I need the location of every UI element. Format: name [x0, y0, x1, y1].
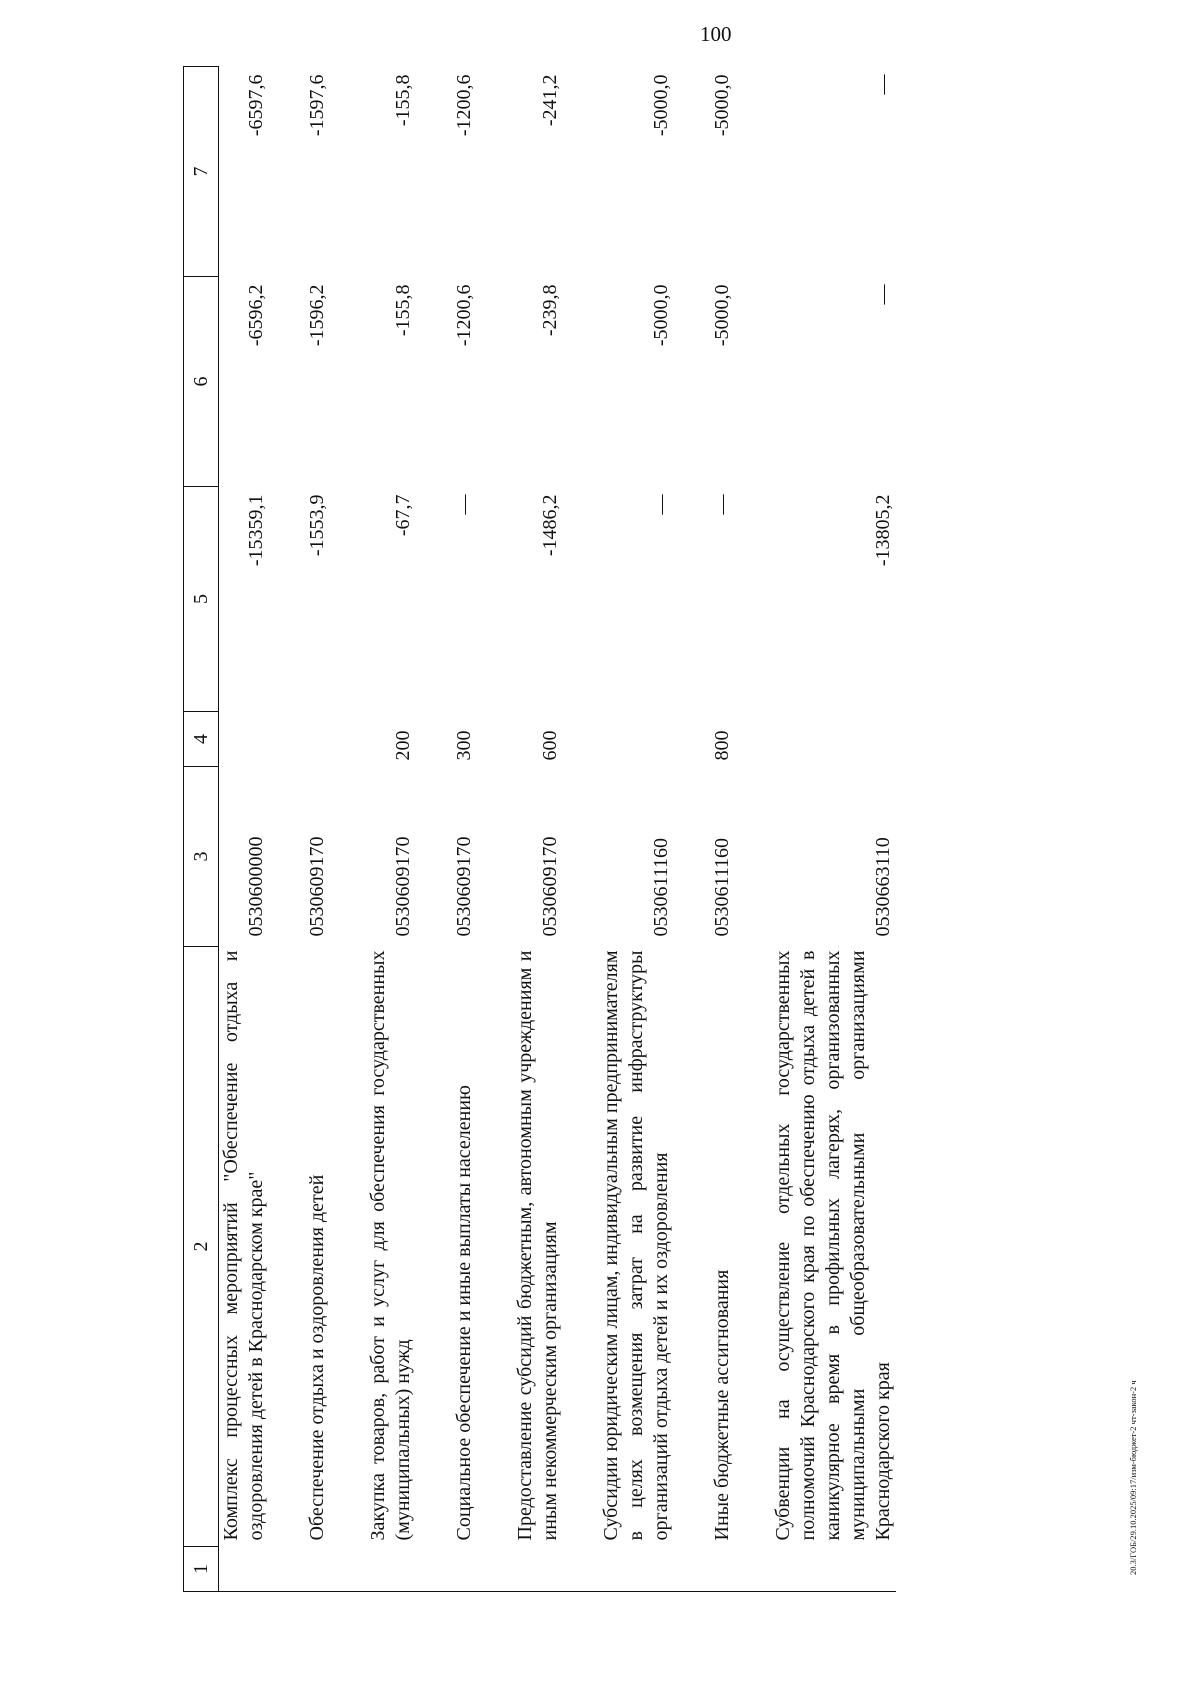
row-number-cell	[771, 1547, 896, 1592]
row-amount-col7: -6597,6	[245, 74, 267, 137]
row-amount-col5: -67,7	[392, 494, 414, 537]
row-name: Закупка товаров, работ и услуг для обеспечения государственных (муниципальных) нужд	[367, 950, 414, 1541]
header-col-2: 2	[184, 947, 219, 1547]
row-number-cell	[599, 1547, 674, 1592]
row-amount-col6: -1200,6	[453, 284, 475, 347]
row-target-code: 0530600000	[245, 836, 267, 937]
row-target-code: 0530609170	[306, 836, 328, 937]
row-name: Социальное обеспечение и иные выплаты населению	[453, 1085, 475, 1541]
header-col-4: 4	[184, 712, 219, 767]
row-amount-col7: -241,2	[539, 74, 561, 127]
table-row	[305, 67, 330, 1592]
row-number-cell	[513, 1547, 563, 1592]
table-row	[219, 67, 270, 1592]
row-amount-col6: -239,8	[539, 284, 561, 337]
row-expense-type: 800	[711, 730, 733, 761]
row-expense-type: 600	[539, 730, 561, 761]
header-col-6: 6	[184, 277, 219, 487]
row-spacer	[735, 67, 771, 1592]
row-amount-col7: —	[872, 74, 894, 95]
row-amount-col7: -5000,0	[650, 74, 672, 137]
row-name: Предоставление субсидий бюджетным, автономным учреждениям и иным некоммерческим организациям	[514, 950, 561, 1541]
row-number-cell	[452, 1547, 477, 1592]
row-spacer	[416, 67, 452, 1592]
row-number-cell	[710, 1547, 735, 1592]
row-expense-type	[219, 712, 270, 767]
row-spacer	[477, 67, 513, 1592]
row-amount-col6: -155,8	[392, 284, 414, 337]
row-target-code: 0530611160	[711, 837, 733, 937]
row-spacer	[269, 67, 305, 1592]
row-number-cell	[305, 1547, 330, 1592]
row-target-code: 0530609170	[539, 836, 561, 937]
row-expense-type	[305, 712, 330, 767]
row-amount-col6: -5000,0	[711, 284, 733, 347]
table-row	[513, 67, 563, 1592]
row-amount-col6: —	[872, 284, 894, 305]
row-amount-col6: -1596,2	[306, 284, 328, 347]
row-target-code: 0530609170	[392, 836, 414, 937]
row-target-code: 0530611160	[650, 837, 672, 937]
table-header-row	[184, 67, 219, 1592]
row-target-code: 0530609170	[453, 836, 475, 937]
row-amount-col7: -1200,6	[453, 74, 475, 137]
row-amount-col5: —	[453, 494, 475, 515]
row-name: Комплекс процессных мероприятий "Обеспечение отдыха и оздоровления детей в Краснодарском крае"	[220, 950, 267, 1541]
row-amount-col5: —	[711, 494, 733, 515]
footer-document-code: 20.3/ГОБ/29.10.2025/09:17/изм-бюджет-2 чт-закон-2 ч	[1128, 1380, 1138, 1575]
table-row	[452, 67, 477, 1592]
table-row	[771, 67, 896, 1592]
row-number-cell	[219, 1547, 270, 1592]
rotated-table-container	[183, 67, 1183, 1592]
table-row	[710, 67, 735, 1592]
row-name: Субсидии юридическим лицам, индивидуальным предпринимателям в целях возмещения затрат на развитие инфраструктуры организаций отдыха детей и их оздоровления	[600, 950, 672, 1541]
row-amount-col7: -155,8	[392, 74, 414, 127]
row-spacer	[563, 67, 599, 1592]
row-number-cell	[366, 1547, 416, 1592]
table-row	[366, 67, 416, 1592]
row-expense-type	[771, 712, 896, 767]
table-row	[599, 67, 674, 1592]
row-target-code: 0530663110	[872, 837, 894, 937]
header-col-3: 3	[184, 767, 219, 947]
row-amount-col5: -15359,1	[245, 494, 267, 567]
header-col-1: 1	[184, 1547, 219, 1592]
header-col-5: 5	[184, 487, 219, 712]
row-amount-col5: -13805,2	[872, 494, 894, 567]
row-amount-col7: -1597,6	[306, 74, 328, 137]
row-amount-col5: -1553,9	[306, 494, 328, 557]
row-name: Обеспечение отдыха и оздоровления детей	[306, 1174, 328, 1541]
row-amount-col5: -1486,2	[539, 494, 561, 557]
header-col-7: 7	[184, 67, 219, 277]
budget-changes-table	[183, 66, 896, 1592]
row-amount-col6: -5000,0	[650, 284, 672, 347]
row-spacer	[674, 67, 710, 1592]
page-number: 100	[700, 22, 732, 46]
row-expense-type: 300	[453, 730, 475, 761]
row-name: Иные бюджетные ассигнования	[711, 1269, 733, 1541]
row-expense-type	[599, 712, 674, 767]
row-amount-col5: —	[650, 494, 672, 515]
row-spacer	[330, 67, 366, 1592]
row-amount-col6: -6596,2	[245, 284, 267, 347]
row-expense-type: 200	[392, 730, 414, 761]
row-name: Субвенции на осуществление отдельных государственных полномочий Краснодарского края по обеспечению отдыха детей в каникулярное время в профильных лагерях, организованных муниципальными общеобразовательными организациями Краснодарского края	[772, 950, 894, 1541]
row-amount-col7: -5000,0	[711, 74, 733, 137]
